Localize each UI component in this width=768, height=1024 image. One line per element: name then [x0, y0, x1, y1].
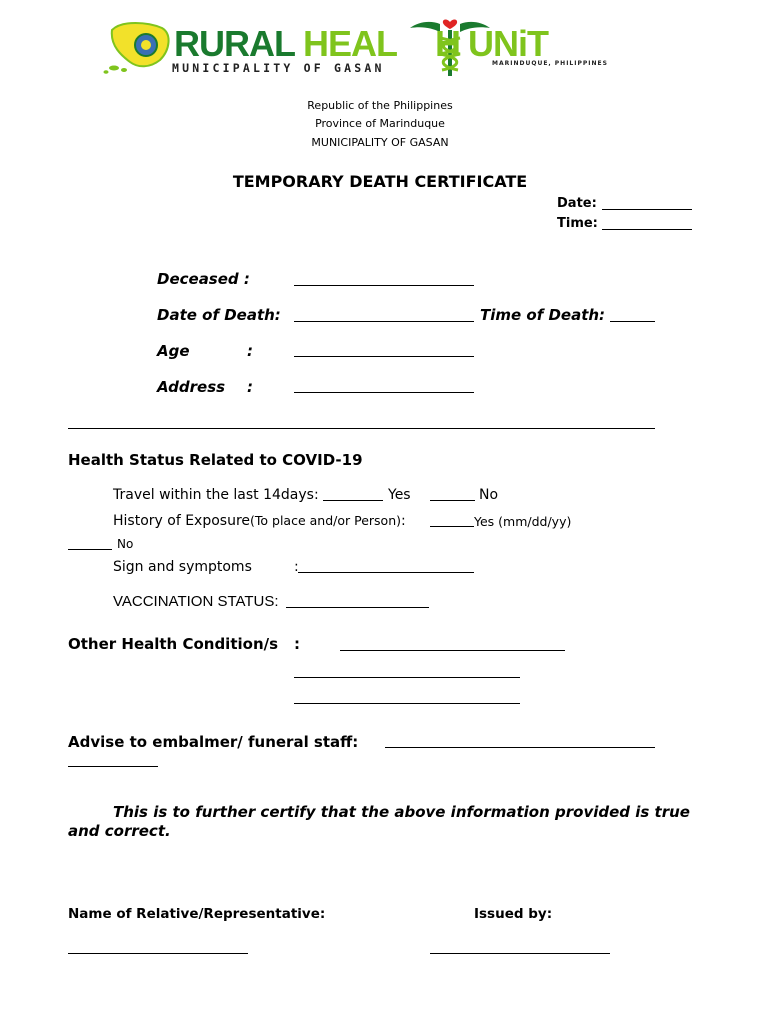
deceased-label: Deceased : — [157, 270, 250, 288]
logo-subtitle: MUNICIPALITY OF GASAN — [172, 61, 385, 75]
symptoms-line[interactable] — [298, 572, 474, 573]
symptoms-colon: : — [294, 559, 299, 575]
logo-word-rural: RURAL — [174, 23, 295, 64]
logo-word-heal: HEAL — [302, 23, 397, 64]
exposure-no-line[interactable] — [68, 549, 112, 550]
time-of-death-label: Time of Death: — [480, 306, 606, 324]
other-health-colon: : — [294, 635, 300, 653]
advise-line-2[interactable] — [68, 766, 158, 767]
exposure-yes-date: Yes (mm/dd/yy) — [474, 514, 572, 529]
advise-label: Advise to embalmer/ funeral staff: — [68, 733, 359, 751]
exposure-no: No — [117, 537, 134, 551]
relative-signature-line[interactable] — [68, 953, 248, 954]
other-health-label: Other Health Condition/s — [68, 635, 279, 653]
time-line[interactable] — [602, 229, 692, 230]
date-of-death-line[interactable] — [294, 321, 474, 322]
age-colon: : — [247, 342, 253, 360]
symptoms-label: Sign and symptoms — [113, 559, 252, 575]
date-label: Date: — [557, 196, 597, 211]
date-line[interactable] — [602, 209, 692, 210]
vaccination-label: VACCINATION STATUS: — [113, 593, 279, 610]
logo — [100, 16, 620, 80]
travel-no-line[interactable] — [430, 500, 475, 501]
exposure-note: (To place and/or Person) — [250, 513, 401, 528]
advise-line-1[interactable] — [385, 747, 655, 748]
exposure-label — [113, 513, 406, 529]
date-of-death-label: Date of Death: — [157, 306, 281, 324]
address-colon: : — [247, 378, 253, 396]
travel-yes-line[interactable] — [323, 500, 383, 501]
header-republic: Republic of the Philippines — [307, 99, 453, 112]
age-label: Age — [157, 342, 190, 360]
header-province: Province of Marinduque — [315, 117, 445, 130]
other-health-line-1[interactable] — [340, 650, 565, 651]
address-label: Address — [157, 378, 226, 396]
logo-location: MARINDUQUE, PHILIPPINES — [492, 60, 608, 67]
exposure-label-text: History of Exposure — [113, 513, 251, 529]
covid-heading: Health Status Related to COVID-19 — [68, 451, 363, 469]
certify-line-2: and correct. — [68, 822, 171, 840]
address-line[interactable] — [294, 392, 474, 393]
other-health-line-3[interactable] — [294, 703, 520, 704]
travel-label: Travel within the last 14days: — [113, 487, 319, 503]
time-of-death-line[interactable] — [610, 321, 655, 322]
vaccination-line[interactable] — [286, 607, 429, 608]
issued-by-signature-line[interactable] — [430, 953, 610, 954]
relative-label: Name of Relative/Representative: — [68, 906, 326, 922]
address-line-2[interactable] — [68, 428, 655, 429]
exposure-colon: : — [401, 513, 406, 529]
issued-by-label: Issued by: — [474, 906, 553, 922]
travel-yes: Yes — [388, 487, 411, 503]
exposure-yes-line[interactable] — [430, 526, 474, 527]
other-health-line-2[interactable] — [294, 677, 520, 678]
logo-word-unit: UNiT — [467, 23, 548, 64]
logo-word-h: H — [434, 23, 460, 64]
age-line[interactable] — [294, 356, 474, 357]
header-municipality: MUNICIPALITY OF GASAN — [311, 136, 449, 149]
travel-no: No — [479, 487, 499, 503]
deceased-line[interactable] — [294, 285, 474, 286]
certify-line-1: This is to further certify that the above information provided is true — [113, 803, 690, 821]
page-title: TEMPORARY DEATH CERTIFICATE — [232, 172, 528, 191]
time-label: Time: — [557, 216, 598, 231]
